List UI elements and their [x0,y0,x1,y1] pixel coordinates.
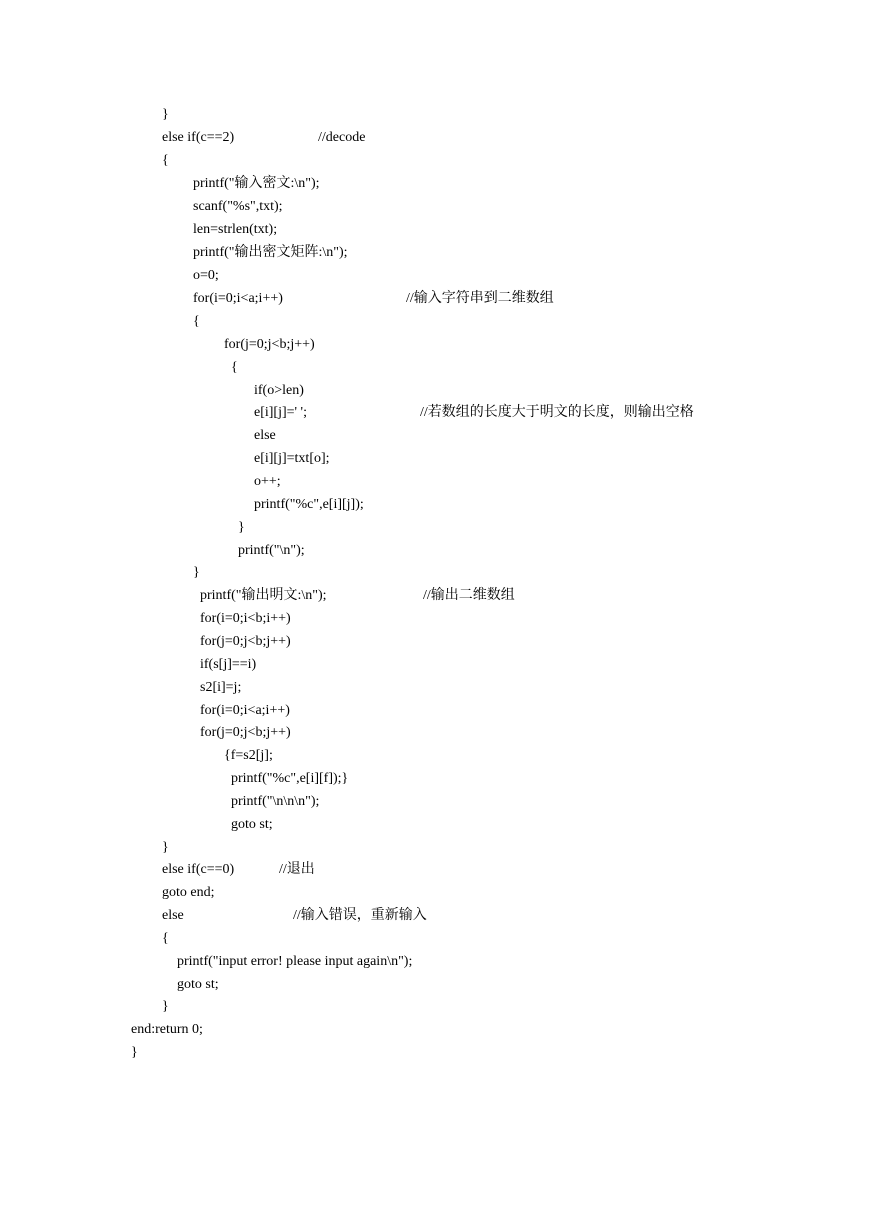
code-comment: //退出 [279,862,315,877]
code-line: o=0; [193,268,219,283]
code-line: {f=s2[j]; [224,748,273,763]
code-line: for(i=0;i<a;i++) [193,291,283,306]
code-line: for(i=0;i<a;i++) [200,703,290,718]
code-line: if(o>len) [254,383,304,398]
code-line: } [162,107,169,122]
code-line: e[i][j]=' '; [254,405,307,420]
code-line: goto end; [162,885,215,900]
code-line: s2[i]=j; [200,680,242,695]
code-line: else [162,908,184,923]
code-line: else if(c==2) [162,130,235,145]
code-line: if(s[j]==i) [200,657,257,672]
code-line: } [162,840,169,855]
code-line: printf("输出明文:\n"); [200,588,327,603]
code-comment: //decode [318,130,366,145]
code-line: printf("%c",e[i][j]); [254,497,364,512]
code-line: { [231,360,238,375]
code-line: else [254,428,276,443]
code-line: else if(c==0) [162,862,235,877]
code-line: { [162,153,169,168]
code-line: goto st; [177,977,219,992]
code-line: printf("%c",e[i][f]);} [231,771,349,786]
code-line: { [193,314,200,329]
code-line: o++; [254,474,281,489]
code-line: printf("输出密文矩阵:\n"); [193,245,348,260]
code-line: len=strlen(txt); [193,222,278,237]
code-line: scanf("%s",txt); [193,199,283,214]
code-line: { [162,931,169,946]
code-line: for(i=0;i<b;i++) [200,611,291,626]
code-line: printf("\n\n\n"); [231,794,320,809]
code-line: } [238,520,245,535]
code-comment: //输出二维数组 [423,588,515,603]
code-comment: //输入错误，重新输入 [293,908,427,923]
code-line: printf("输入密文:\n"); [193,176,320,191]
code-line: } [162,999,169,1014]
code-comment: //输入字符串到二维数组 [406,291,554,306]
code-line: for(j=0;j<b;j++) [200,725,291,740]
code-line: e[i][j]=txt[o]; [254,451,330,466]
code-comment: //若数组的长度大于明文的长度，则输出空格 [420,405,694,420]
code-line: end:return 0; [131,1022,203,1037]
code-line: for(j=0;j<b;j++) [200,634,291,649]
code-line: printf("\n"); [238,543,305,558]
code-line: } [131,1045,138,1060]
code-line: } [193,565,200,580]
code-line: for(j=0;j<b;j++) [224,337,315,352]
code-line: goto st; [231,817,273,832]
code-line: printf("input error! please input again\n"); [177,954,413,969]
